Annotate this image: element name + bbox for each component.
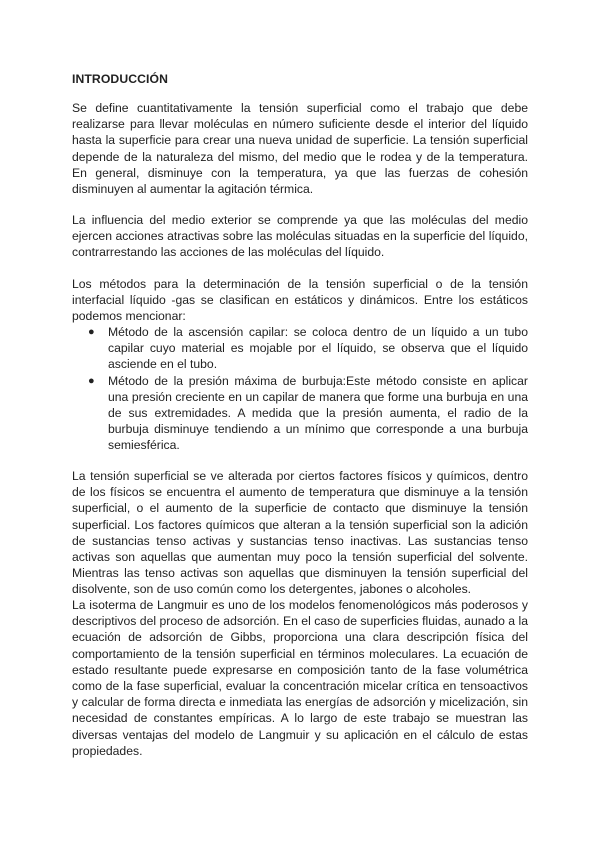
paragraph-definition: Se define cuantitativamente la tensión superficial como el trabajo que debe realizarse para llevar moléculas en número suficiente desde el interior del líquido hasta la superficie para crear una nueva unidad de superficie. La tensión superficial depende de la naturaleza del mismo, del medio que le rodea y de la temperatura. En general, disminuye con la temperatura, ya que las fuerzas de cohesión disminuyen al aumentar la agitación térmica. (72, 101, 528, 197)
bullet-icon: ● (88, 326, 95, 338)
paragraph-exterior-influence: La influencia del medio exterior se comprende ya que las moléculas del medio ejercen acciones atractivas sobre las moléculas situadas en la superficie del líquido, contrarrestando las acciones de las moléculas del líquido. (72, 213, 528, 260)
paragraph-methods-intro: Los métodos para la determinación de la tensión superficial o de la tensión interfacial líquido -gas se clasifican en estáticos y dinámicos. Entre los estáticos podemos mencionar: (72, 277, 528, 324)
list-item-text: Método de la presión máxima de burbuja:Este método consiste en aplicar una presión creciente en un capilar de manera que forme una burbuja en una de sus extremidades. A medida que la presión aumenta, el radio de la burbuja disminuye tendiendo a un mínimo que corresponde a una burbuja semiesférica. (108, 373, 528, 453)
list-item (72, 324, 528, 373)
bullet-icon: ● (88, 374, 95, 387)
list-item (72, 373, 528, 454)
methods-list (72, 324, 528, 454)
list-item-text: Método de la ascensión capilar: se coloca dentro de un líquido a un tubo capilar cuyo material es mojable por el líquido, se observa que el líquido asciende en el tubo. (108, 325, 528, 372)
paragraph-langmuir: La isoterma de Langmuir es uno de los modelos fenomenológicos más poderosos y descriptivos del proceso de adsorción. En el caso de superficies fluidas, aunado a la ecuación de adsorción de Gibbs, proporciona una clara descripción física del comportamiento de la tensión superficial en términos moleculares. La ecuación de estado resultante puede expresarse en composición tanto de la fase volumétrica como de la fase superficial, evaluar la concentración micelar crítica en tensoactivos y calcular de forma directa e inmediata las energías de adsorción y micelización, sin necesidad de constantes empíricas. A lo largo de este trabajo se muestran las diversas ventajas del modelo de Langmuir y su aplicación en el cálculo de estas propiedades. (72, 598, 528, 758)
paragraph-factors: La tensión superficial se ve alterada por ciertos factores físicos y químicos, dentro de los físicos se encuentra el aumento de temperatura que disminuye a la tensión superficial, o el aumento de la superficie de contacto que disminuye la tensión superficial. Los factores químicos que alteran a la tensión superficial son la adición de sustancias tenso activas y sustancias tenso inactivas. Las sustancias tenso activas son aquellas que aumentan muy poco la tensión superficial del solvente. Mientras las tenso activas son aquellas que disminuyen la tensión superficial del disolvente, son de uso común como los detergentes, jabones o alcoholes. (72, 469, 528, 597)
section-title: INTRODUCCIÓN (72, 72, 168, 86)
